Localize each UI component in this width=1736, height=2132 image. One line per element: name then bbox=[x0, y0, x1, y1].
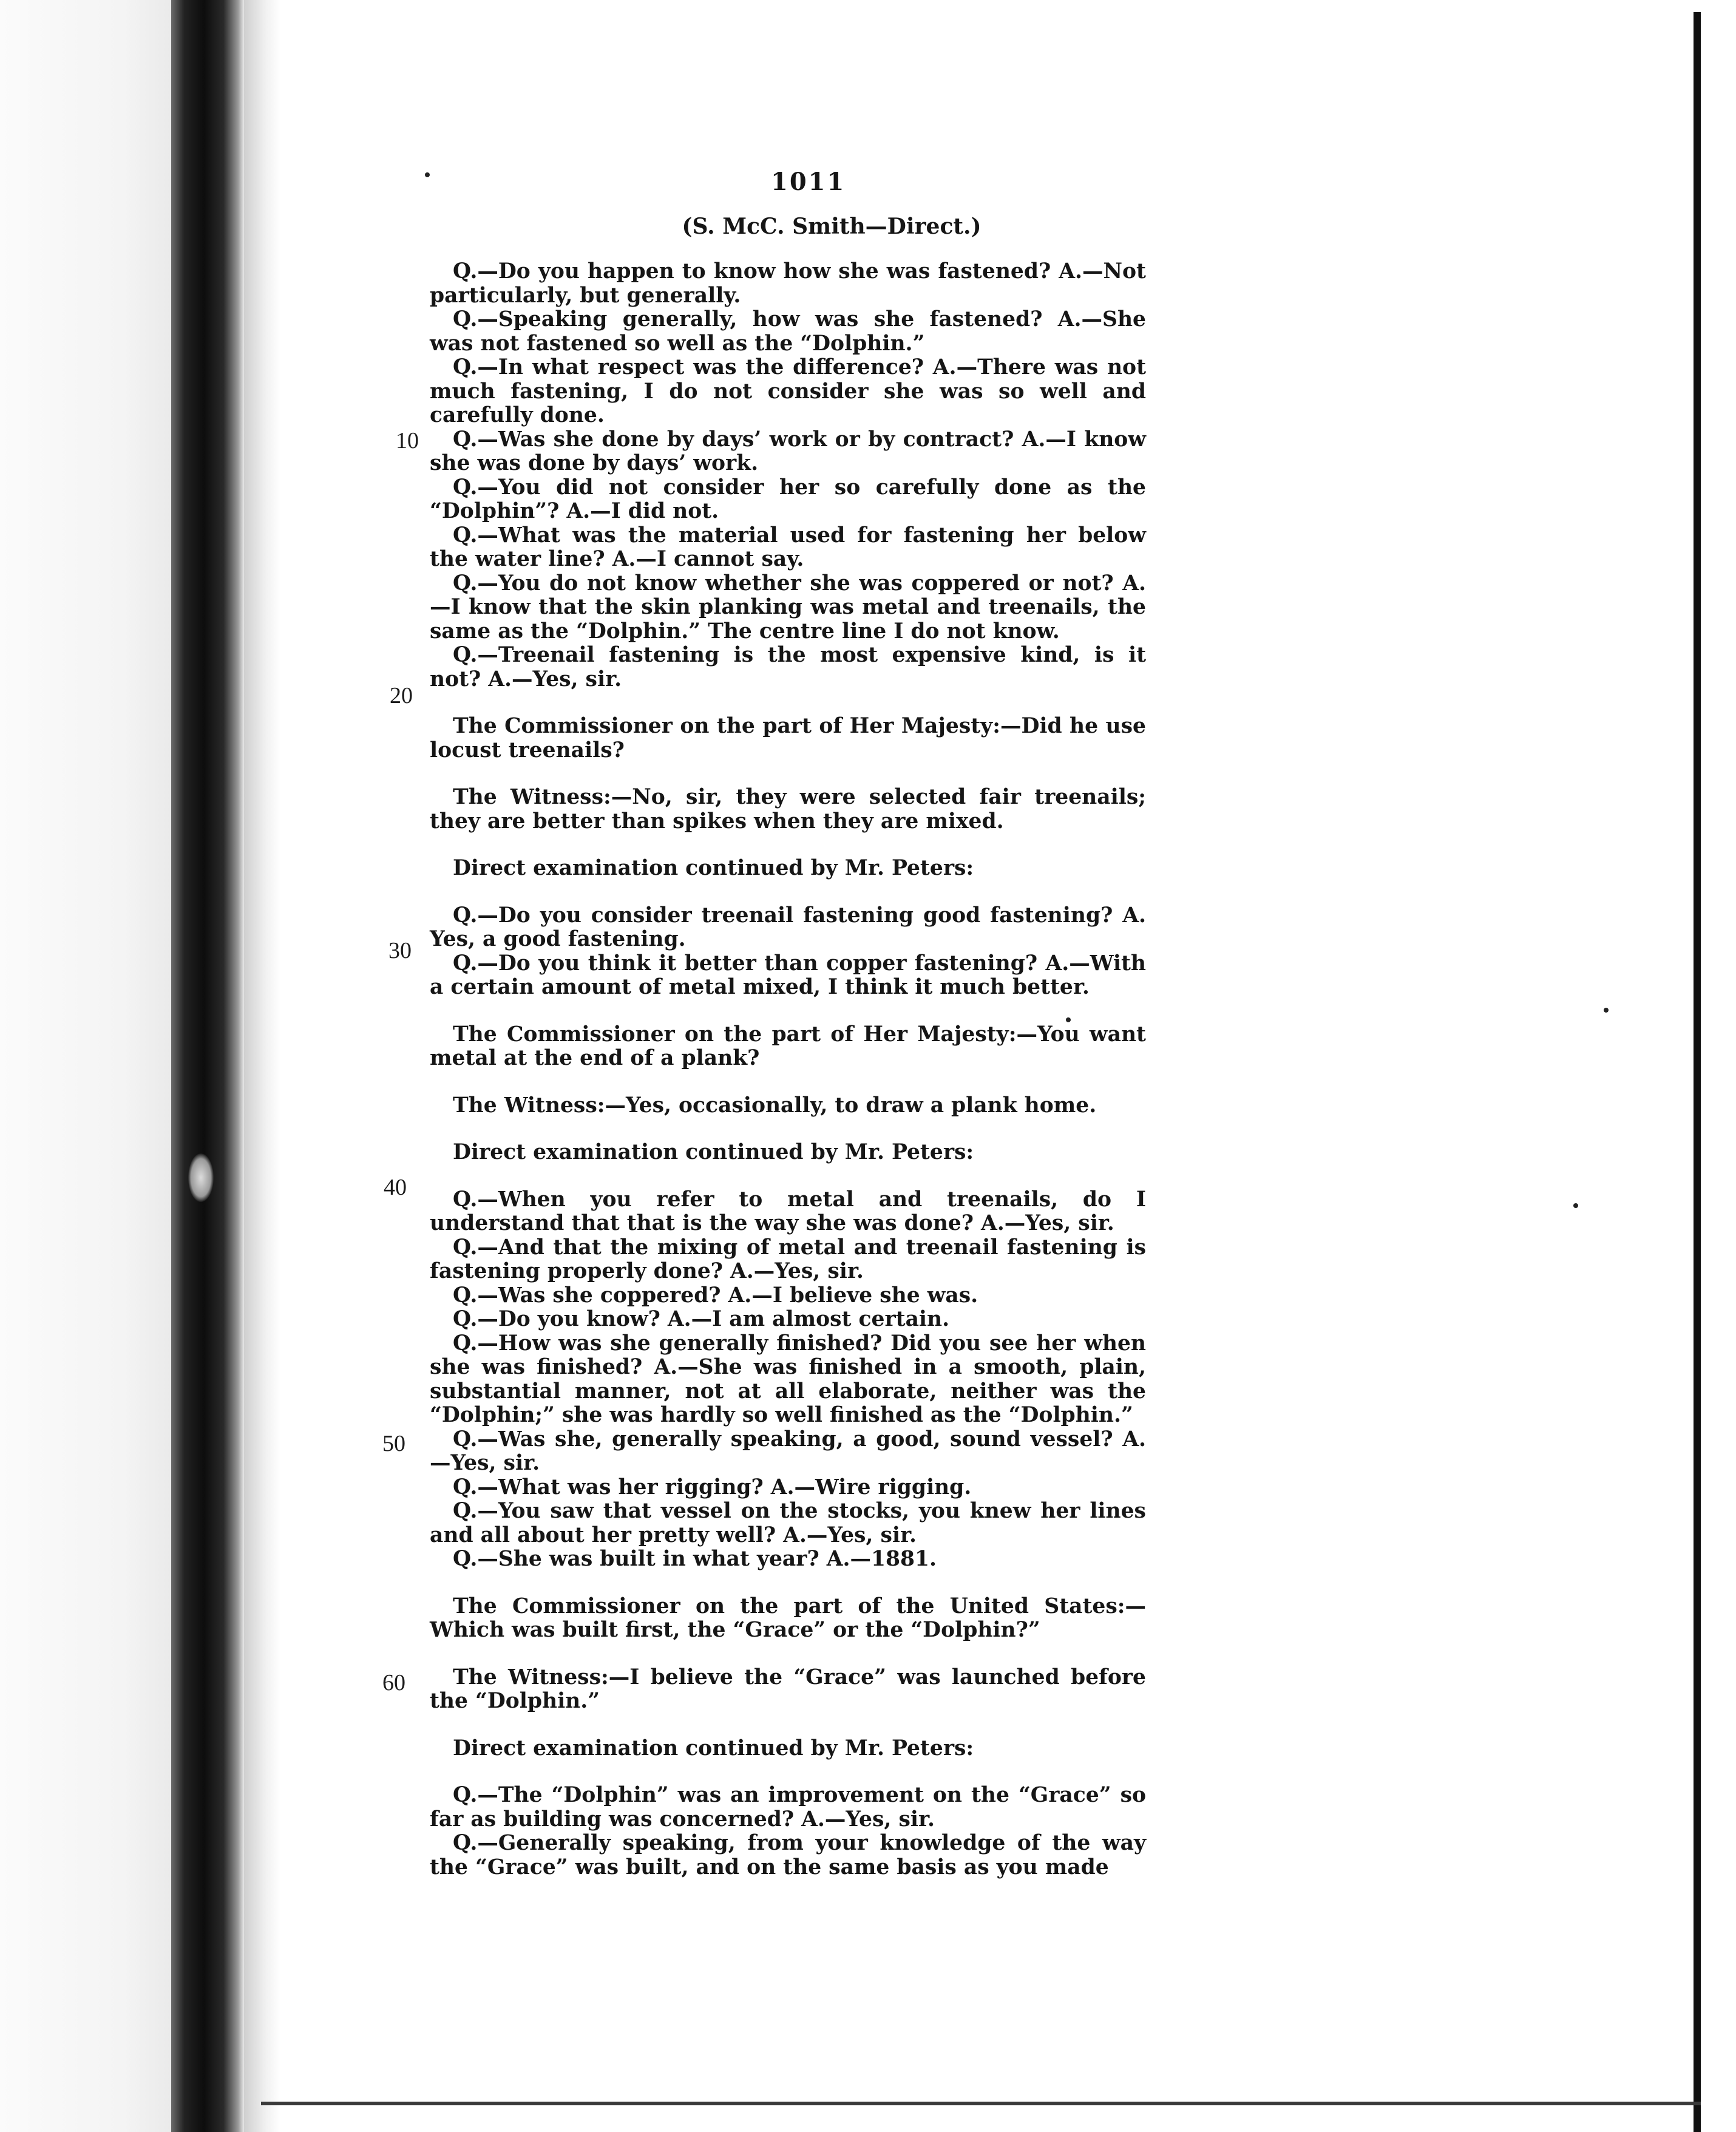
qa-paragraph: Q.—Speaking generally, how was she fastened? A.—She was not fastened so well as the “Dolphin.” bbox=[430, 307, 1146, 356]
testimony-text bbox=[430, 260, 1146, 1879]
witness-remark: The Witness:—I believe the “Grace” was launched before the “Dolphin.” bbox=[430, 1665, 1146, 1713]
qa-paragraph: Q.—And that the mixing of metal and treenail fastening is fastening properly done? A.—Yes, sir. bbox=[430, 1235, 1146, 1283]
line-number: 20 bbox=[390, 683, 413, 708]
qa-paragraph: Q.—Do you think it better than copper fastening? A.—With a certain amount of metal mixed, I think it much better. bbox=[430, 951, 1146, 999]
line-number: 40 bbox=[384, 1175, 407, 1200]
page-number: 1011 bbox=[771, 168, 846, 196]
speck bbox=[1573, 1203, 1578, 1208]
qa-paragraph: Q.—In what respect was the difference? A.—There was not much fastening, I do not consider she was so well and carefully done. bbox=[430, 355, 1146, 427]
line-number: 60 bbox=[382, 1670, 405, 1696]
qa-paragraph: Q.—You did not consider her so carefully done as the “Dolphin”? A.—I did not. bbox=[430, 475, 1146, 523]
commissioner-remark: The Commissioner on the part of the United States:—Which was built first, the “Grace” or the “Dolphin?” bbox=[430, 1594, 1146, 1642]
speck bbox=[425, 172, 430, 177]
qa-paragraph: Q.—Do you know? A.—I am almost certain. bbox=[453, 1307, 950, 1331]
qa-paragraph: Q.—Was she coppered? A.—I believe she was. bbox=[453, 1283, 978, 1308]
running-head: (S. McC. Smith—Direct.) bbox=[682, 214, 982, 239]
section-note: Direct examination continued by Mr. Peters: bbox=[453, 856, 974, 880]
qa-paragraph: Q.—You do not know whether she was coppered or not? A.—I know that the skin planking was metal and treenails, the same as the “Dolphin.” The centre line I do not know. bbox=[430, 571, 1146, 643]
page-edge-right bbox=[1694, 12, 1701, 2132]
commissioner-remark: The Commissioner on the part of Her Majesty:—You want metal at the end of a plank? bbox=[430, 1022, 1146, 1070]
speck bbox=[1604, 1008, 1609, 1013]
witness-remark: The Witness:—No, sir, they were selected fair treenails; they are better than spikes when they are mixed. bbox=[430, 785, 1146, 833]
qa-paragraph: Q.—Treenail fastening is the most expensive kind, is it not? A.—Yes, sir. bbox=[430, 643, 1146, 691]
qa-paragraph: Q.—Was she, generally speaking, a good, sound vessel? A.—Yes, sir. bbox=[430, 1427, 1146, 1475]
line-number: 30 bbox=[388, 938, 412, 963]
section-note: Direct examination continued by Mr. Peters: bbox=[453, 1736, 974, 1760]
book-gutter bbox=[171, 0, 244, 2132]
qa-paragraph: Q.—How was she generally finished? Did you see her when she was finished? A.—She was finished in a smooth, plain, substantial manner, not at all elaborate, neither was the “Dolphin;” she was hardly so well finished as the “Dolphin.” bbox=[430, 1331, 1146, 1427]
section-note: Direct examination continued by Mr. Peters: bbox=[453, 1140, 974, 1164]
qa-paragraph: Q.—Generally speaking, from your knowledge of the way the “Grace” was built, and on the same basis as you made bbox=[430, 1831, 1146, 1879]
commissioner-remark: The Commissioner on the part of Her Majesty:—Did he use locust treenails? bbox=[430, 714, 1146, 762]
qa-paragraph: Q.—You saw that vessel on the stocks, you knew her lines and all about her pretty well? A.—Yes, sir. bbox=[430, 1499, 1146, 1547]
qa-paragraph: Q.—Do you happen to know how she was fastened? A.—Not particularly, but generally. bbox=[430, 259, 1146, 308]
page-edge-bottom bbox=[261, 2102, 1701, 2105]
line-number: 50 bbox=[382, 1431, 405, 1456]
qa-paragraph: Q.—She was built in what year? A.—1881. bbox=[453, 1547, 937, 1571]
qa-paragraph: Q.—Do you consider treenail fastening good fastening? A. Yes, a good fastening. bbox=[430, 903, 1146, 951]
qa-paragraph: Q.—What was the material used for fastening her below the water line? A.—I cannot say. bbox=[430, 523, 1146, 571]
line-number: 10 bbox=[396, 428, 419, 453]
scan-margin bbox=[1701, 0, 1736, 2132]
qa-paragraph: Q.—What was her rigging? A.—Wire rigging. bbox=[453, 1475, 972, 1499]
facing-page bbox=[0, 0, 176, 2132]
qa-paragraph: Q.—When you refer to metal and treenails, do I understand that that is the way she was done? A.—Yes, sir. bbox=[430, 1187, 1146, 1235]
qa-paragraph: Q.—Was she done by days’ work or by contract? A.—I know she was done by days’ work. bbox=[430, 427, 1146, 475]
qa-paragraph: Q.—The “Dolphin” was an improvement on the “Grace” so far as building was concerned? A.—Yes, sir. bbox=[430, 1783, 1146, 1832]
gutter-shadow bbox=[244, 0, 280, 2132]
witness-remark: The Witness:—Yes, occasionally, to draw a plank home. bbox=[453, 1093, 1097, 1118]
ink-blot bbox=[188, 1153, 214, 1202]
